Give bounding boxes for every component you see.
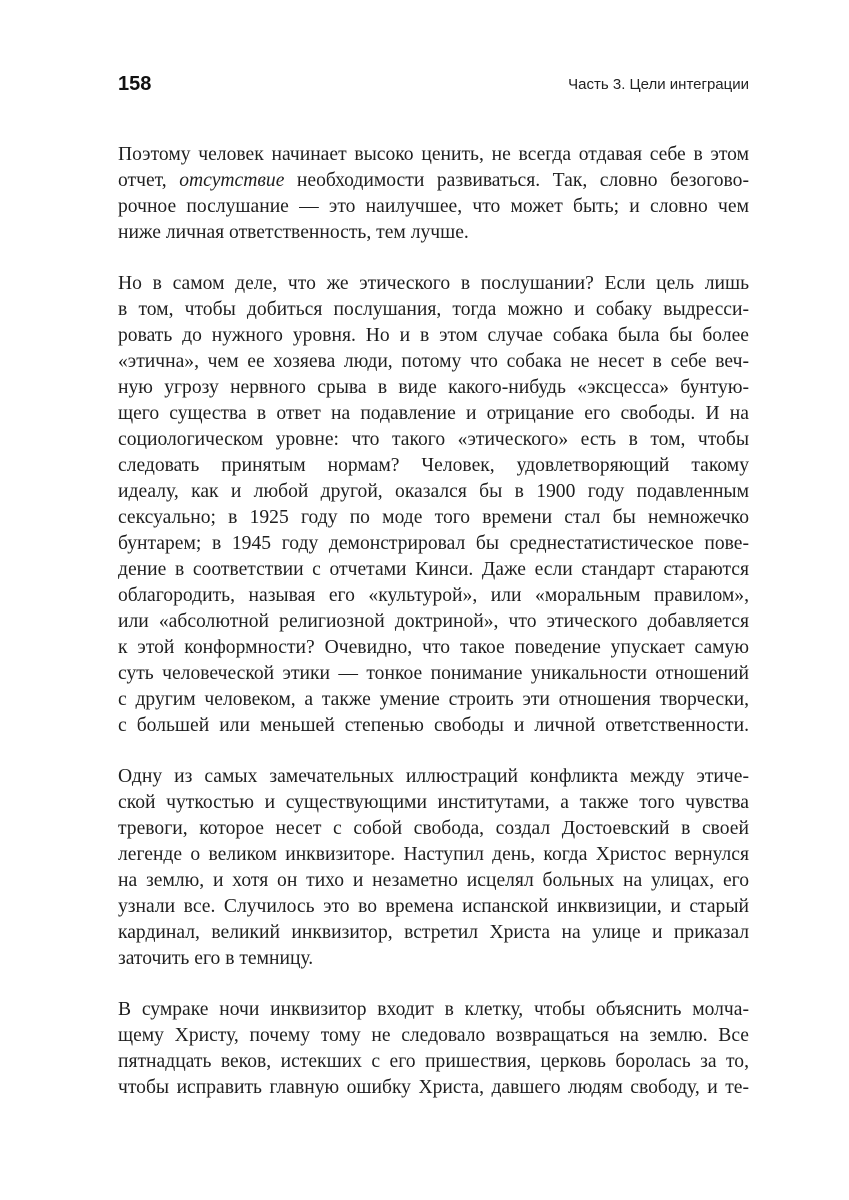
text-line: Одну из самых замечательных иллюстраций конфликта между этиче- xyxy=(118,766,749,787)
text-line: узнали все. Случилось это во времена испанской инквизиции, и старый xyxy=(118,896,749,917)
text-line: В сумраке ночи инквизитор входит в клетку, чтобы объяснить молча- xyxy=(118,999,749,1020)
running-head: Часть 3. Цели интеграции xyxy=(568,76,749,93)
text-line xyxy=(118,168,749,194)
text-line: следовать принятым нормам? Человек, удовлетворяющий такому xyxy=(118,455,749,476)
text-line: в том, чтобы добиться послушания, тогда можно и собаку выдресси- xyxy=(118,299,749,320)
text-line: заточить его в темницу. xyxy=(118,948,314,969)
text-line: суть человеческой этики — тонкое понимание уникальности отношений xyxy=(118,663,749,684)
text-line: идеалу, как и любой другой, оказался бы в 1900 году подавленным xyxy=(118,481,749,502)
paragraph-3 xyxy=(118,764,749,972)
text-line: ниже личная ответственность, тем лучше. xyxy=(118,222,469,243)
paragraph-2 xyxy=(118,271,749,739)
text-line: щего существа в ответ на подавление и отрицание его свободы. И на xyxy=(118,403,749,424)
text-line: с большей или меньшей степенью свободы и личной ответственности. xyxy=(118,715,749,736)
text-line: социологическом уровне: что такого «этического» есть в том, чтобы xyxy=(118,429,749,450)
text-segment: необходимости развиваться. Так, словно безогово- xyxy=(284,170,749,191)
paragraph-1 xyxy=(118,142,749,246)
text-line: легенде о великом инквизиторе. Наступил день, когда Христос вернулся xyxy=(118,844,749,865)
text-line: тревоги, которое несет с собой свобода, создал Достоевский в своей xyxy=(118,818,749,839)
text-segment: отчет, xyxy=(118,170,180,191)
text-line: ской чуткостью и существующими институтами, а также того чувства xyxy=(118,792,749,813)
text-line: «этична», чем ее хозяева люди, потому что собака не несет в себе веч- xyxy=(118,351,749,372)
text-line: ную угрозу нервного срыва в виде какого-нибудь «эксцесса» бунтую- xyxy=(118,377,749,398)
text-line: бунтарем; в 1945 году демонстрировал бы среднестатистическое пове- xyxy=(118,533,749,554)
text-line: Но в самом деле, что же этического в послушании? Если цель лишь xyxy=(118,273,749,294)
paragraph-4 xyxy=(118,997,749,1101)
body-text xyxy=(118,142,749,1126)
text-line: или «абсолютной религиозной доктриной», что этического добавляется xyxy=(118,611,749,632)
text-line: с другим человеком, а также умение строить эти отношения творчески, xyxy=(118,689,749,710)
text-line: пятнадцать веков, истекших с его пришествия, церковь боролась за то, xyxy=(118,1051,749,1072)
page-header xyxy=(118,70,749,100)
text-line: рочное послушание — это наилучшее, что может быть; и словно чем xyxy=(118,196,749,217)
text-line: на землю, и хотя он тихо и незаметно исцелял больных на улицах, его xyxy=(118,870,749,891)
text-line: дение в соответствии с отчетами Кинси. Даже если стандарт стараются xyxy=(118,559,749,580)
text-line: к этой конформности? Очевидно, что такое поведение упускает самую xyxy=(118,637,749,658)
text-line: облагородить, называя его «культурой», или «моральным правилом», xyxy=(118,585,749,606)
text-line: сексуально; в 1925 году по моде того времени стал бы немножечко xyxy=(118,507,749,528)
text-line: кардинал, великий инквизитор, встретил Христа на улице и приказал xyxy=(118,922,749,943)
text-line: чтобы исправить главную ошибку Христа, давшего людям свободу, и те- xyxy=(118,1077,749,1098)
text-line: щему Христу, почему тому не следовало возвращаться на землю. Все xyxy=(118,1025,749,1046)
page-number: 158 xyxy=(118,73,152,95)
text-line: Поэтому человек начинает высоко ценить, не всегда отдавая себе в этом xyxy=(118,144,749,165)
emphasis: отсутствие xyxy=(179,170,285,191)
text-line: ровать до нужного уровня. Но и в этом случае собака была бы более xyxy=(118,325,749,346)
